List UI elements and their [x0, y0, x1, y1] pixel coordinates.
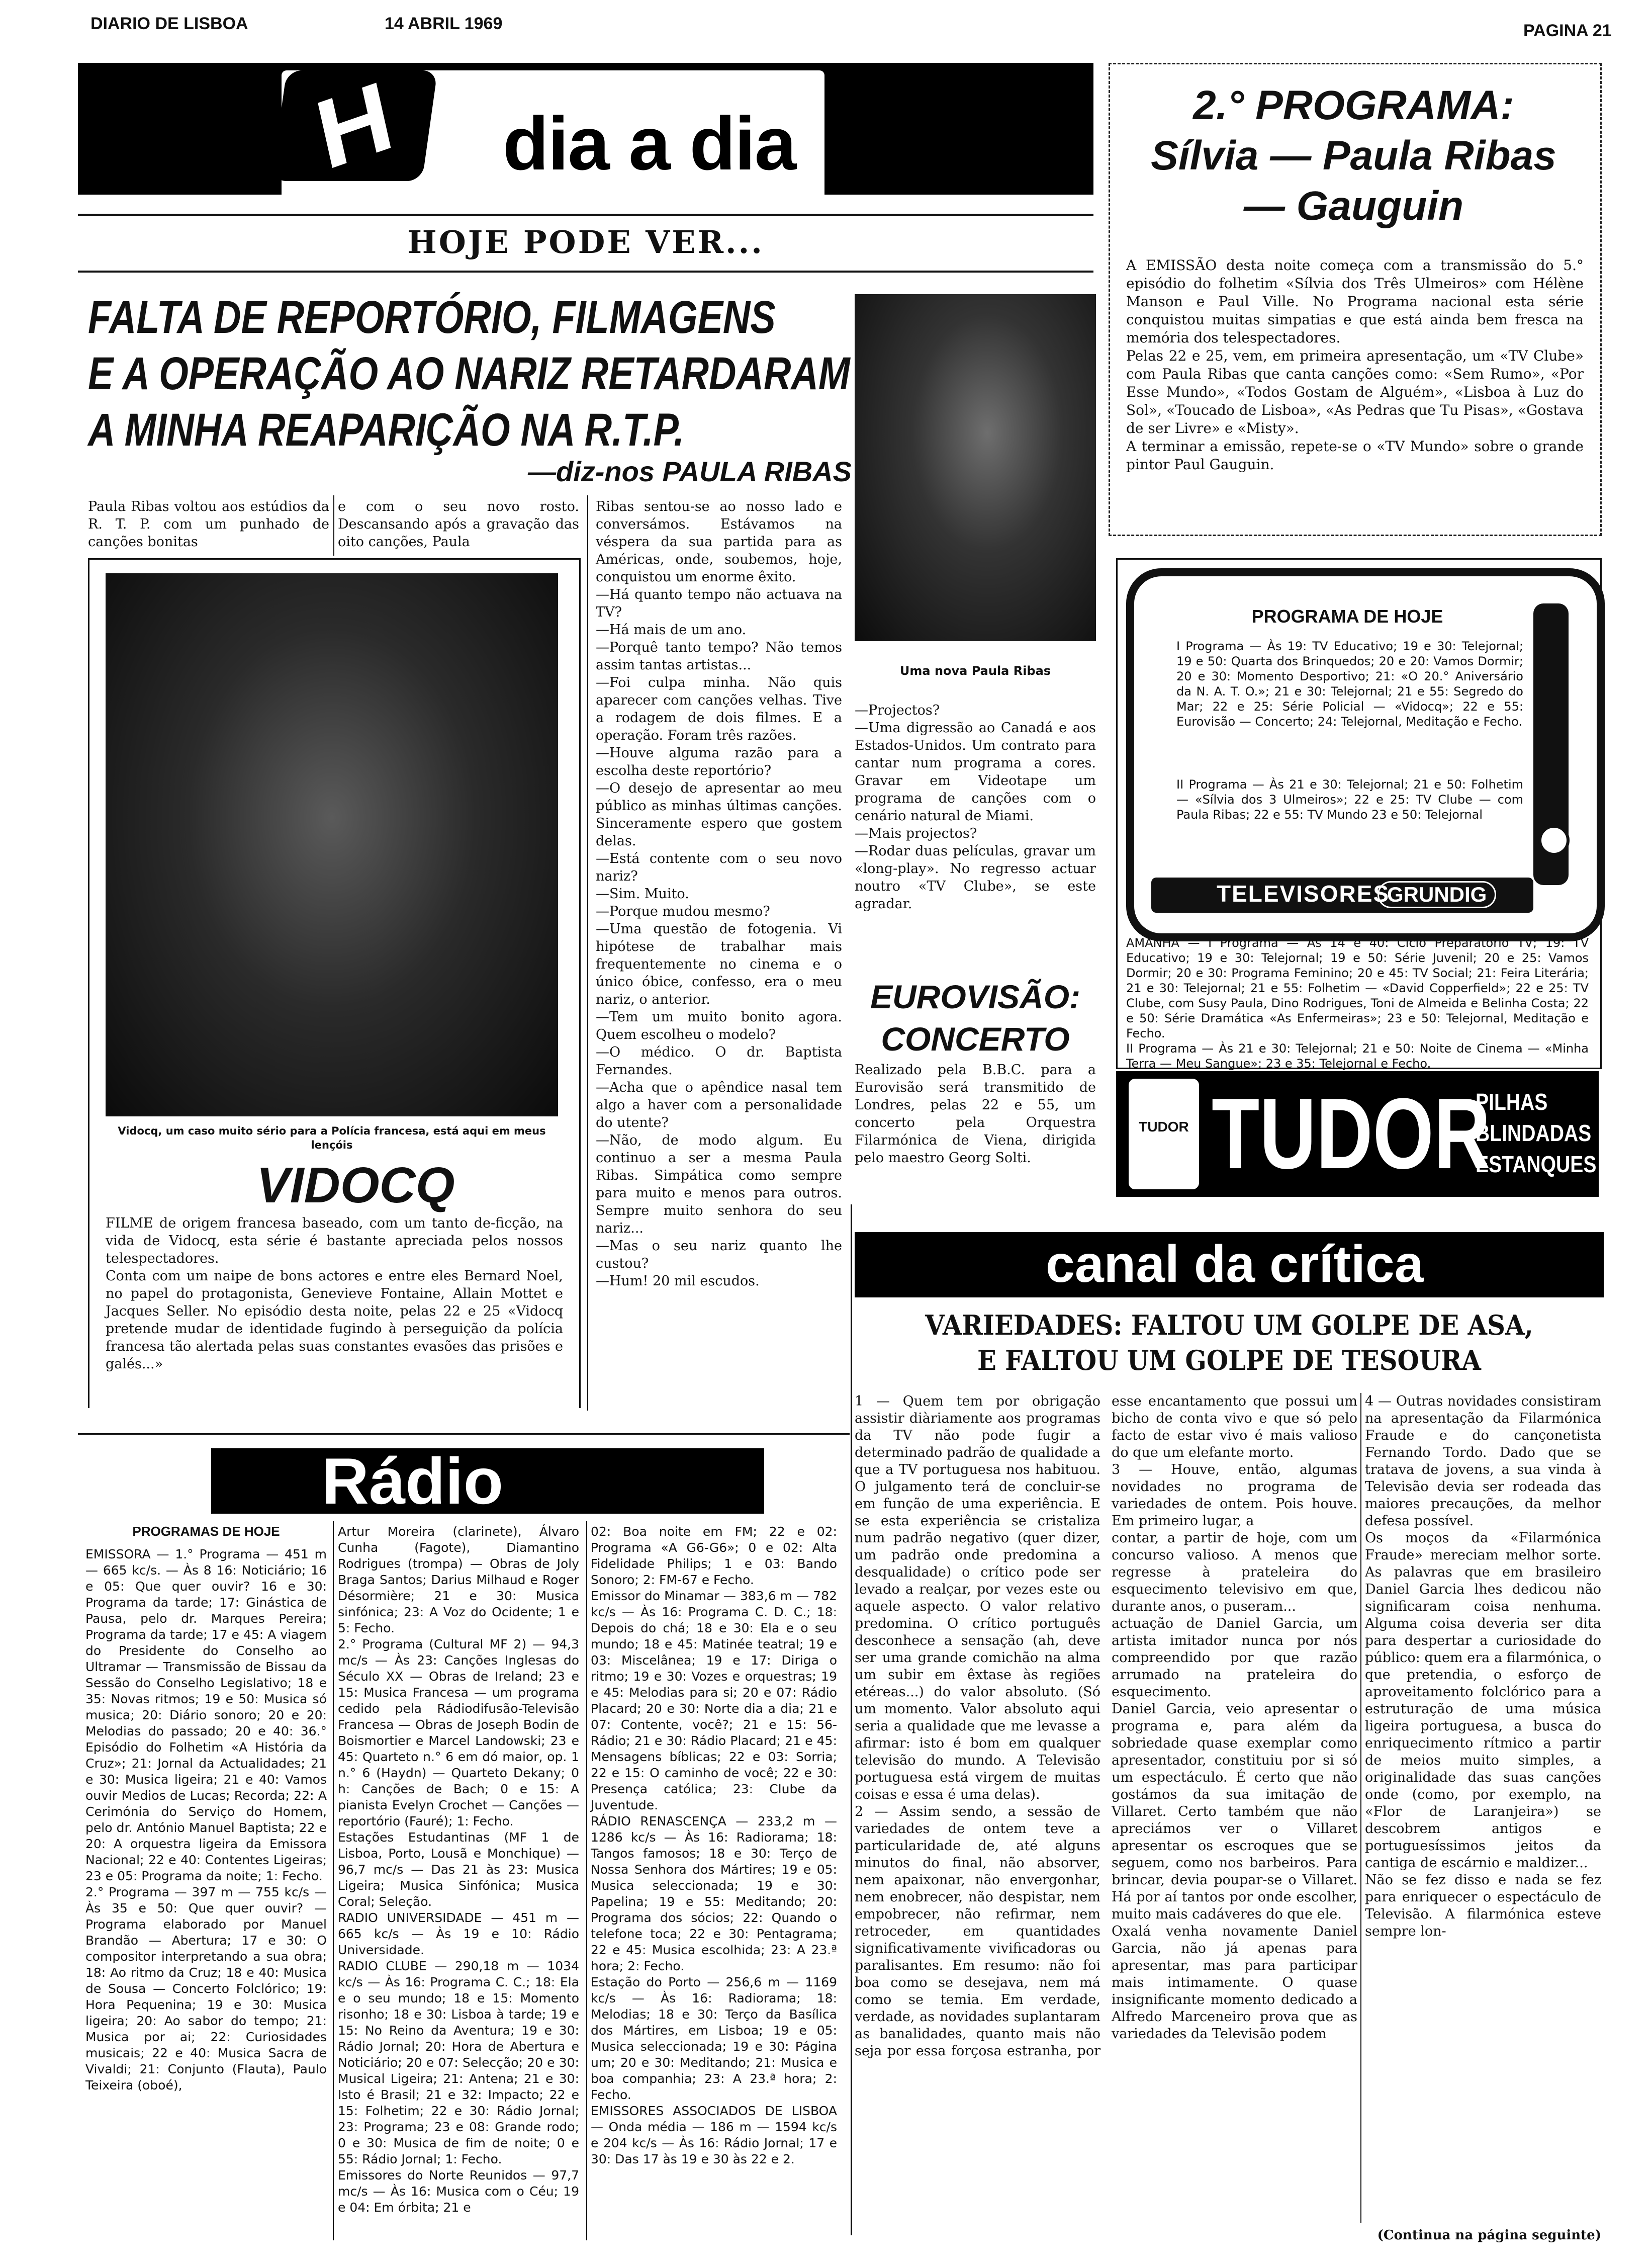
televisores-label: TELEVISORES	[1217, 881, 1390, 907]
hoje-pode-ver: HOJE PODE VER...	[407, 224, 764, 260]
tudor-line-2: BLINDADAS	[1476, 1120, 1592, 1146]
radio-title: Rádio	[322, 1444, 504, 1518]
paula-ribas-photo	[855, 294, 1096, 641]
critica-headline	[855, 1307, 1604, 1378]
article-col-3: Ribas sentou-se ao nosso lado e conversámos. Estávamos na véspera da sua partida para as Américas, onde, soubemos, hoje, conquistou um enorme êxito. —Há quanto tempo não actuava na TV? —Há mais de um ano. —Porquê tanto tempo? Não temos assim tantas artistas... —Foi culpa minha. Não quis aparecer com canções velhas. Tive a rodagem de dois filmes. E a operação. Foram três razões. —Houve alguma razão para a escolha deste reportório? —O desejo de apresentar ao meu público as minhas últimas canções. Sinceramente espero que gostem delas. —Está contente com o seu novo nariz? —Sim. Muito. —Porque mudou mesmo? —Uma questão de fotogenia. Vi hipótese de trabalhar mais frequentemente no cinema e o único óbice, confesso, era o meu nariz, o anterior. —Tem um muito bonito agora. Quem escolheu o modelo? —O médico. O dr. Baptista Fernandes. —Acha que o apêndice nasal tem algo a haver com a personalidade do utente? —Não, de modo algum. Eu continuo a ser a mesma Paula Ribas. Simpática como sempre para muito e menos para outros. Sempre muito senhora do seu nariz... —Mas o seu nariz quanto lhe custou? —Hum! 20 mil escudos.	[596, 499, 842, 1289]
masthead-paper: DIARIO DE LISBOA	[90, 14, 248, 33]
article-col-4: —Projectos? —Uma digressão ao Canadá e aos Estados-Unidos. Um contrato para cantar num programa a cores. Gravar em Videotape um programa de canções com o cenário natural de Miami. —Mais projectos? —Rodar duas películas, gravar um «long-play». No regresso actuar noutro «TV Clube», se este agradar.	[855, 703, 1096, 912]
vidocq-title: VIDOCQ	[256, 1157, 455, 1213]
tudor-line-1: PILHAS	[1476, 1089, 1548, 1115]
critica-col-1: 1 — Quem tem por obrigação assistir diàriamente aos programas da TV não pode fugir a determinado padrão de qualidade a que a TV portuguesa nos habituou. O julgamento terá de concluir-se em função de uma experiência. E se esta experiência se cristaliza num padrão negativo (quer dizer, um padrão onde predomina a desqualidade) o crítico pode ser levado a realçar, por vezes este ou aquele aspecto. O valor relativo predomina. O crítico português desconhece a sensação (ah, deve ser uma grande comichão na alma um subir em êxtase às regiões etéreas...) do valor absoluto. (Só um momento. Valor absoluto aqui seria a qualidade que me levasse a afirmar: isto é bom em qualquer televisão do mundo. A Televisão portuguesa está virgem de muitas coisas e essa é uma delas). 2 — Assim sendo, a sessão de variedades de ontem teve a particularidade de, até alguns minutos do final, não absorver, nem apaixonar, não envergonhar, nem enobrecer, não despistar, nem empobrecer, não refirmar, nem retroceder, em quantidades significativamente vivificadoras ou paralisantes. Em resumo: não foi boa como se desejava, nem má como se temia. Em verdade, verdade, as novidades suplantaram as banalidades, quanto mais não seja por essa forçosa estranha, por esse encantamento que possui um bicho de conta vivo e que só pelo facto de estar vivo é mais valioso do que um elefante morto. 3 — Houve, então, algumas novidades no programa de variedades de ontem. Pois houve. Em primeiro lugar, a contar, a partir de hoje, com um concurso valioso. A menos que regresse à prateleira do esquecimento televisivo em que, durante anos, o puseram... actuação de Daniel Garcia, um artista imitador nunca por nós compreendido por que razão arrumado na prateleira do esquecimento. Daniel Garcia, veio apresentar o programa e, para além da sobriedade quase exemplar como apresentador, constituiu por si só um espectáculo. É certo que não gostámos da sua imitação de Villaret. Certo também que não apreciámos ver o Villaret apresentar os escroques que se seguem, como nos barbeiros. Para brincar, devia poupar-se o Villaret. Há por aí tantos por onde escolher, muito mais cadáveres do que ele. Oxalá venha novamente Daniel Garcia, não já apenas para apresentar, mas para participar mais intimamente. O quase insignificante momento dedicado a Alfredo Marceneiro prova que as variedades da Televisão podem	[855, 1393, 1357, 2059]
headline-line-1: FALTA DE REPORTÓRIO, FILMAGENS	[88, 292, 776, 343]
paula-ribas-caption: Uma nova Paula Ribas	[899, 664, 1051, 678]
main-headline	[88, 289, 852, 458]
vidocq-text: FILME de origem francesa baseado, com um tanto de-ficção, na vida de Vidocq, esta série é bastante apreciada pelos nossos telespectadores. Conta com um naipe de bons actores e entre eles Bernard Noel, no papel do protagonista, Genevieve Fontaine, Allain Mottet e Jacques Seller. No episódio desta noite, pelas 22 e 25 «Vidocq pretende mudar de identidade fugindo à perseguição da polícia francesa tão alertada pelas suas constantes evasões das prisões e galés...»	[106, 1215, 563, 1372]
radio-subtitle: PROGRAMAS DE HOJE	[132, 1524, 280, 1539]
dia-a-dia-title: dia a dia	[503, 101, 796, 186]
vidocq-photo	[106, 573, 558, 1116]
eurovisao-title	[855, 976, 1096, 1060]
eurovisao-text: Realizado pela B.B.C. para a Eurovisão será transmitido de Londres, pelas 22 e 55, um concerto pela Orquestra Filarmónica de Viena, dirigida pelo maestro Georg Solti.	[855, 1062, 1096, 1166]
programa-hoje-p2: II Programa — Às 21 e 30: Telejornal; 21 e 50: Folhetim — «Sílvia dos 3 Ulmeiros»; 22 e 25: TV Clube — com Paula Ribas; 22 e 55: TV Mundo 23 e 50: Telejornal	[1176, 777, 1523, 822]
h-logo-icon	[271, 60, 438, 191]
radio-col-3: 02: Boa noite em FM; 22 e 02: Programa «A G6-G6»; 0 e 02: Alta Fidelidade Philips; 1 e 03: Bando Sonoro; 2: FM-67 e Fecho. Emissor do Minamar — 383,6 m — 782 kc/s — Às 16: Programa C. D. C.; 18: Depois do chá; 18 e 30: Ela e o seu mundo; 18 e 45: Matinée teatral; 19 e 03: Miscelânea; 19 e 17: Diriga o ritmo; 19 e 30: Vozes e orquestras; 19 e 45: Melodias para si; 20 e 07: Rádio Placard; 20 e 30: Norte dia a dia; 21 e 07: Contente, você?; 21 e 15: 56-Rádio; 21 e 30: Rádio Placard; 21 e 45: Mensagens bíblicas; 22 e 03: Sorria; 22 e 15: O caminho de você; 22 e 30: Presença católica; 23: Clube da Juventude. RÁDIO RENASCENÇA — 233,2 m — 1286 kc/s — Às 16: Radiorama; 18: Tangos famosos; 18 e 30: Terço de Nossa Senhora dos Mártires; 19 e 05: Musica seleccionada; 19 e 30: Papelina; 19 e 55: Meditando; 20: Programa dos sócios; 22: Quando o telefone toca; 22 e 30: Pentagrama; 22 e 45: Musica escolhida; 23: A 23.ª hora; 2: Fecho. Estação do Porto — 256,6 m — 1169 kc/s — Às 16: Radiorama; 18: Melodias; 18 e 30: Terço da Basílica dos Mártires, em Lisboa; 19 e 05: Musica seleccionada; 19 e 30: Página um; 20 e 30: Meditando; 21: Musica e boa companhia; 23: A 23.ª hora; 2: Fecho. EMISSORES ASSOCIADOS DE LISBOA — Onda média — 186 m — 1594 kc/s e 204 kc/s — Às 16: Rádio Jornal; 17 e 30: Das 17 às 19 e 30 às 22 e 2.	[591, 1524, 837, 2166]
continua-note: (Continua na página seguinte)	[1377, 2228, 1601, 2243]
programa-hoje-p1: I Programa — Às 19: TV Educativo; 19 e 30: Telejornal; 19 e 50: Quarta dos Brinquedos; 20 e 20: Vamos Dormir; 20 e 30: Momento Desportivo; 21: «O 20.° Aniversário da N. A. T. O.»; 21 e 30: Telejornal; 21 e 55: Segredo do Mar; 22 e 25: Série Policial — «Vidocq»; 22 e 55: Eurovisão — Concerto; 24: Telejornal, Meditação e Fecho.	[1176, 639, 1523, 729]
segundo-programa-text: A EMISSÃO desta noite começa com a transmissão do 5.° episódio do folhetim «Sílvia dos Três Ulmeiros» com Hélène Manson e Paul Ville. No Programa nacional esta série conquistou muitas simpatias e que está ainda bem fresca na memória dos telespectadores. Pelas 22 e 25, vem, em primeira apresentação, um «TV Clube» com Paula Ribas que canta canções como: «Sem Rumo», «Por Esse Mundo», «Todos Gostam de Alguém», «Lisboa à Luz do Sol», «Toucado de Lisboa», «As Pedras que Tu Pisas», «Gostava de ser Livre» e «Misty». A terminar a emissão, repete-se o «TV Mundo» sobre o grande pintor Paul Gauguin.	[1126, 257, 1584, 473]
battery-brand: TUDOR	[1139, 1119, 1189, 1135]
critica-col-2-text: contar, a partir de hoje, com um concurso valioso. A menos que regresse à prateleira do esquecimento televisivo em que, durante anos, o puseram... actuação de Daniel Garcia, um artista imitador nunca por nós compreendido por que razão arrumado na prateleira do esquecimento. Daniel Garcia, veio apresentar o programa e, para além da sobriedade quase exemplar como apresentador, constituiu por si só um espectáculo. É certo que não gostámos da sua imitação de Villaret. Certo também que não apreciámos ver o Villaret apresentar os escroques que se seguem, como nos barbeiros. Para brincar, devia poupar-se o Villaret. Há por aí tantos por onde escolher, muito mais cadáveres do que ele. Oxalá venha novamente Daniel Garcia, não já apenas para apresentar, mas para participar mais intimamente. O quase insignificante momento dedicado a Alfredo Marceneiro prova que as variedades da Televisão podem	[1112, 1530, 1357, 2042]
segundo-title-line-1: 2.° PROGRAMA:	[1193, 82, 1514, 128]
critica-headline-2: E FALTOU UM GOLPE DE TESOURA	[977, 1344, 1481, 1376]
canal-critica-title: canal da crítica	[1046, 1235, 1424, 1293]
h-logo-letter: H	[307, 60, 402, 191]
radio-col-2: Artur Moreira (clarinete), Álvaro Cunha (Fagote), Diamantino Rodrigues (trompa) — Obras de Joly Braga Santos; Darius Milhaud e Roger Désormière; 21 e 30: Musica sinfónica; 23: A Voz do Ocidente; 1 e 5: Fecho. 2.° Programa (Cultural MF 2) — 94,3 mc/s — Às 23: Canções Inglesas do Século XX — Obras de Ireland; 23 e 15: Musica Francesa — um programa cedido pela Rádiodifusão-Televisão Francesa — Obras de Joseph Bodin de Boismortier e Marcel Landowski; 23 e 45: Quarteto n.° 6 em dó maior, op. 1 n.° 6 (Haydn) — Quarteto Dekany; 0 h: Canções de Bach; 0 e 15: A pianista Evelyn Crochet — Canções — reportório (Fauré); 1: Fecho. Estações Estudantinas (MF 1 de Lisboa, Porto, Lousã e Monchique) — 96,7 mc/s — Das 21 às 23: Musica Ligeira; Musica Sinfónica; Musica Coral; Seleção. RADIO UNIVERSIDADE — 451 m — 665 kc/s — Às 19 e 10: Rádio Universidade. RADIO CLUBE — 290,18 m — 1034 kc/s — Às 16: Programa C. C.; 18: Ela e o seu mundo; 18 e 15: Momento risonho; 18 e 30: Lisboa à tarde; 19 e 15: No Reino da Aventura; 19 e 30: Rádio Jornal; 20: Hora de Abertura e Noticiário; 20 e 07: Selecção; 20 e 30: Musical Ligeira; 21: Antena; 21 e 30: Isto é Brasil; 21 e 32: Impacto; 22 e 15: Folhetim; 22 e 30: Rádio Jornal; 23: Programa; 23 e 08: Grande rodo; 0 e 30: Musica de fim de noite; 0 e 55: Rádio Jornal; 1: Fecho. Emissores do Norte Reunidos — 97,7 mc/s — Às 16: Musica com o Céu; 19 e 04: Em órbita; 21 e	[338, 1524, 579, 2215]
battery-icon	[1126, 1076, 1202, 1192]
segundo-title-line-3: — Gauguin	[1243, 183, 1464, 229]
programa-hoje-title: PROGRAMA DE HOJE	[1251, 606, 1443, 627]
vidocq-photo-caption: Vidocq, um caso muito sério para a Polícia francesa, está aqui em meus lençóis	[118, 1125, 546, 1151]
amanha-listing: AMANHÃ — I Programa — Às 14 e 40: Ciclo Preparatório TV; 19: TV Educativo; 19 e 30: Telejornal; 19 e 50: Série Juvenil; 20 e 25: Vamos Dormir; 20 e 30: Programa Feminino; 20 e 45: TV Social; 21: Feira Literária; 21 e 30: Telejornal; 21 e 55: Folhetim — «David Copperfield»; 22 e 25: TV Clube, com Susy Paula, Dino Rodrigues, Toni de Almeida e Belinha Costa; 22 e 50: Série Dramática «As Enfermeiras»; 23 e 50: Telejornal, Meditação e Fecho. II Programa — Às 21 e 30: Telejornal; 21 e 50: Noite de Cinema — «Minha Terra — Meu Sangue»; 23 e 35: Telejornal e Fecho.	[1126, 936, 1589, 1071]
critica-col-3: 4 — Outras novidades consistiram na apresentação da Filarmónica Fraude e do cançonetista Fernando Tordo. Dado que se tratava de jovens, a sua vinda à Televisão devia ser rodeada das maiores precauções, da melhor defesa possível. Os moços da «Filarmónica Fraude» mereciam melhor sorte. As palavras que em brasileiro Daniel Garcia lhes dedicou não significaram coisa nenhuma. Alguma coisa deveria ser dita para despertar a curiosidade do público: quem era a filarmónica, o que pretendia, o esforço de aproveitamento folclórico para a estruturação de uma música ligeira portuguesa, a busca do enriquecimento rítmico a partir de meios muito simples, a originalidade das suas canções onde (como, por exemplo, na «Flor de Laranjeira») se descobrem antigos e portuguesíssimos jeitos da cantiga de escárnio e maldizer... Não se fez disso e nada se fez para enriquecer o espectáculo de Televisão. A filarmónica esteve sempre lon-	[1365, 1393, 1601, 1939]
headline-line-3: A MINHA REAPARIÇÃO NA R.T.P.	[88, 404, 685, 456]
tudor-lines	[1476, 1086, 1596, 1180]
masthead-date: 14 ABRIL 1969	[385, 14, 503, 33]
grundig-label: GRUNDIG	[1378, 881, 1496, 908]
page-number: PAGINA 21	[1523, 21, 1612, 40]
article-col-2: e com o seu novo rosto. Descansando após a gravação das oito canções, Paula	[338, 499, 579, 550]
tudor-line-3: ESTANQUES	[1476, 1151, 1597, 1177]
eurovisao-line-2: CONCERTO	[881, 1020, 1070, 1058]
eurovisao-line-1: EUROVISÃO:	[870, 978, 1081, 1015]
critica-headline-1: VARIEDADES: FALTOU UM GOLPE DE ASA,	[925, 1309, 1533, 1341]
article-col-1: Paula Ribas voltou aos estúdios da R. T. P. com um punhado de canções bonitas	[88, 499, 329, 550]
byline: —diz-nos PAULA RIBAS	[528, 456, 852, 487]
segundo-title-line-2: Sílvia — Paula Ribas	[1151, 133, 1556, 179]
headline-line-2: E A OPERAÇÃO AO NARIZ RETARDARAM	[88, 348, 850, 399]
segundo-programa-title	[1116, 80, 1591, 231]
tudor-brand: TUDOR	[1212, 1078, 1491, 1190]
tv-knob-icon	[1538, 825, 1570, 856]
radio-col-1: EMISSORA — 1.° Programa — 451 m — 665 kc/s. — Às 8 16: Noticiário; 16 e 05: Que quer ouvir? 16 e 30: Programa da tarde; 17: Ginástica de Pausa, pelo dr. Marques Pereira; Programa da tarde; 17 e 45: A viagem do Presidente do Conselho ao Ultramar — Transmissão de Bissau da Sessão do Conselho Legislativo; 18 e 35: Novas ritmos; 19 e 50: Musica só musica; 20: Diário sonoro; 20 e 20: Melodias do passado; 20 e 40: 36.° Episódio do Folhetim «A História da Cruz»; 21: Jornal da Actualidades; 21 e 30: Musica ligeira; 21 e 40: Vamos ouvir Medios de Lucas; Recorda; 22: A Cerimónia do Serviço do Homem, pelo dr. António Manuel Baptista; 22 e 20: A orquestra ligeira da Emissora Nacional; 22 e 40: Contentes Ligeiras; 23 e 05: Programa da noite; 1: Fecho. 2.° Programa — 397 m — 755 kc/s — Às 35 e 50: Que quer ouvir? — Programa elaborado por Manuel Brandão — Abertura; 17 e 30: O compositor interpretando a sua obra; 18: Ao ritmo da Cruz; 18 e 40: Musica de Sousa — Concerto Folclórico; 19: Hora Pequenina; 19 e 30: Musica ligeira; 20: Ao sabor do tempo; 21: Musica por ai; 22: Curiosidades musicais; 22 e 40: Musica Sacra de Vivaldi; 21: Conjunto (Flauta), Paulo Teixeira (oboé),	[85, 1547, 327, 2092]
